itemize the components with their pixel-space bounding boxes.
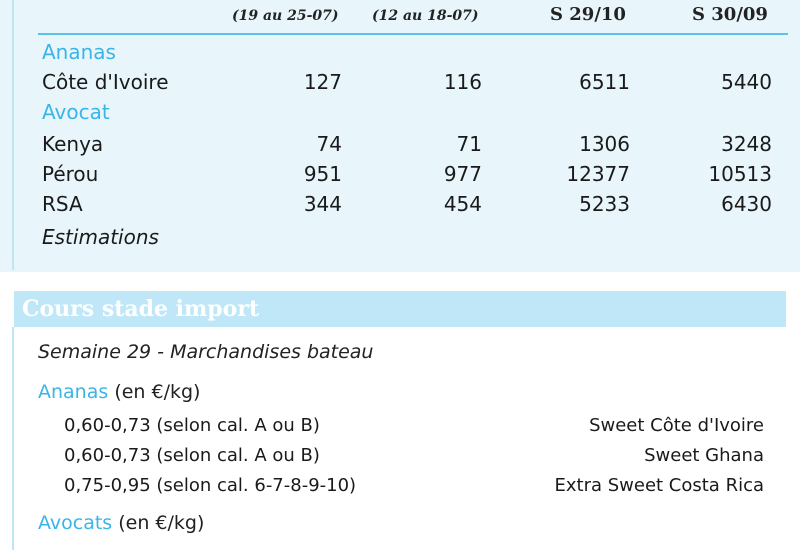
value-cell: 71: [456, 132, 482, 156]
section-unit: (en €/kg): [108, 381, 201, 403]
value-cell: 3248: [721, 132, 772, 156]
header-col2: (12 au 18-07): [372, 8, 479, 24]
value-cell: 344: [303, 192, 342, 216]
table-row: [0, 189, 800, 219]
table-row: [0, 159, 800, 189]
value-cell: 1306: [579, 132, 630, 156]
category-label: Ananas: [42, 40, 116, 64]
value-cell: 127: [303, 70, 342, 94]
category-label: Avocat: [42, 100, 110, 124]
value-cell: 951: [303, 162, 342, 186]
value-cell: 5440: [721, 70, 772, 94]
header-col4: S 30/09: [692, 4, 768, 25]
price-range: 0,60-0,73 (selon cal. A ou B): [64, 445, 320, 466]
section-name: Ananas: [38, 381, 109, 403]
section-unit: (en €/kg): [112, 512, 205, 534]
value-cell: 5233: [579, 192, 630, 216]
value-cell: 74: [316, 132, 342, 156]
table-row: [0, 67, 800, 97]
country-label: Pérou: [42, 162, 99, 186]
category-row-avocat: [0, 97, 800, 127]
price-row: [0, 471, 800, 501]
value-cell: 12377: [566, 162, 630, 186]
price-range: 0,60-0,73 (selon cal. A ou B): [64, 415, 320, 436]
country-label: Côte d'Ivoire: [42, 70, 169, 94]
category-row-ananas: [0, 37, 800, 67]
value-cell: 6430: [721, 192, 772, 216]
header-col3: S 29/10: [550, 4, 626, 25]
price-origin: Extra Sweet Costa Rica: [554, 475, 764, 496]
section-name: Avocats: [38, 512, 113, 534]
price-origin: Sweet Côte d'Ivoire: [589, 415, 764, 436]
header-col1: (19 au 25-07): [232, 8, 339, 24]
value-cell: 10513: [708, 162, 772, 186]
value-cell: 454: [443, 192, 482, 216]
country-label: Kenya: [42, 132, 104, 156]
value-cell: 6511: [579, 70, 630, 94]
value-cell: 116: [443, 70, 482, 94]
section-ananas: [38, 381, 200, 403]
table-row: [0, 129, 800, 159]
section-avocats: [38, 512, 204, 534]
price-row: [0, 411, 800, 441]
price-range: 0,75-0,95 (selon cal. 6-7-8-9-10): [64, 475, 357, 496]
price-row: [0, 441, 800, 471]
cours-section-title: Cours stade import: [22, 296, 260, 322]
value-cell: 977: [443, 162, 482, 186]
cours-subtitle: Semaine 29 - Marchandises bateau: [38, 341, 374, 363]
estimations-note: Estimations: [42, 225, 159, 249]
price-origin: Sweet Ghana: [644, 445, 764, 466]
country-label: RSA: [42, 192, 83, 216]
note-row: [0, 222, 800, 252]
header-rule: [38, 33, 788, 35]
